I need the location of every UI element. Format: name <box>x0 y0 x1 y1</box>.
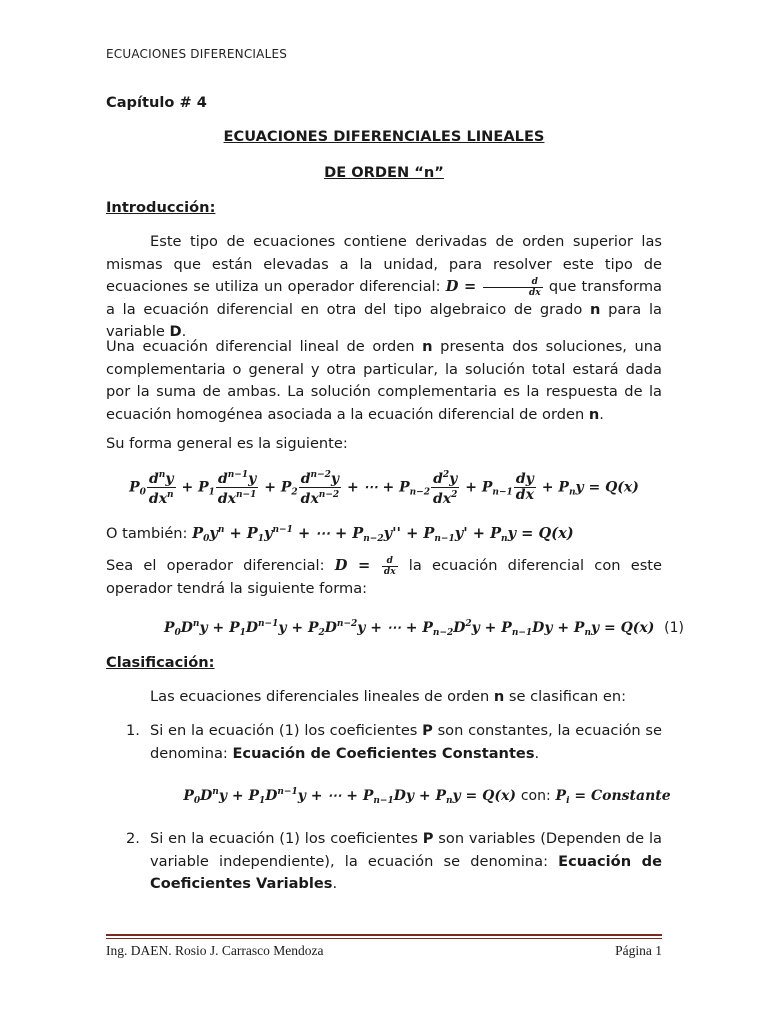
footer-rule-thick <box>106 934 662 936</box>
item1-text-b: son constantes, la ecuación se denomina: <box>150 722 662 762</box>
p2-text-b: presenta dos soluciones, una complementaria o general y otra particular, la solución total estará dada por la suma de ambas. La solución complementaria es la respuesta de la ecuación homogénea asociada a la ecuación diferencial de orden <box>106 338 662 423</box>
p5-text-b: la ecuación diferencial con este operador tendrá la siguiente forma: <box>106 557 663 597</box>
item1-bold: Ecuación de Coeficientes Constantes <box>232 744 535 762</box>
list-item-1 <box>126 720 662 765</box>
item1-P: P <box>422 722 433 739</box>
item2-P: P <box>422 830 434 847</box>
alternative-form-line <box>106 519 662 551</box>
general-form-equation: $P_0$ $\frac{d^ny}{dx^n}$ + $P_1$ $\frac{d^{n-1}y}{dx^{n-1}}$ + $P_2$ $\frac{d^{n-2}y}{dx^{n-2}}$ + ⋯ + $P_{n-2}$ $\frac{d^2y}{dx^2}$ + $P_{n-1}$ $\frac{dy}{dx}$ + $P_ny = Q(x)$ <box>129 470 639 507</box>
item2-text-b: son variables (Dependen de la variable independiente), la ecuación se denomina: <box>150 830 662 870</box>
list-item-1-number: 1. <box>126 722 140 739</box>
p5-text-a: Sea el operador diferencial: <box>106 557 335 574</box>
intro-paragraph-3: Su forma general es la siguiente: <box>106 435 348 452</box>
lead-text-a: Las ecuaciones diferenciales lineales de orden <box>150 688 494 705</box>
item1-text-a: Si en la ecuación (1) los coeficientes <box>150 722 423 739</box>
equation-number: (1) <box>664 620 684 636</box>
p1-D: D <box>169 323 182 340</box>
operator-D-definition-2: D = $\frac{d}{dx}$ <box>334 555 396 577</box>
item2-text-a: Si en la ecuación (1) los coeficientes <box>150 830 423 847</box>
item2-bold: Ecuación de Coeficientes Variables <box>150 852 663 892</box>
running-header: ECUACIONES DIFERENCIALES <box>106 47 288 61</box>
operator-D-definition: D = $\frac{d}{dx}$ <box>445 276 541 298</box>
lead-n: n <box>493 688 505 705</box>
alt-label: O también: <box>106 525 193 542</box>
constant-coefficients-equation: $P_0D^ny + P_1D^{n-1}y$ + ⋯ + $P_{n-1}Dy + P_ny = Q(x)$ con: $P_i$ = Constante <box>183 787 671 806</box>
p1-n: n <box>589 300 601 318</box>
item2-end: . <box>332 875 338 892</box>
title-line-2 <box>0 164 768 181</box>
section-heading-introduccion: Introducción: <box>106 199 216 216</box>
list-item-2-number: 2. <box>126 830 140 847</box>
eq-con-label: con: <box>520 788 551 804</box>
section-heading-clasificacion: Clasificación: <box>106 654 215 671</box>
alternative-form-equation: $P_0y^n + P_1y^{n-1}$ + ⋯ + $P_{n-2}y'' + P_{n-1}y' + P_ny = Q(x)$ <box>192 525 574 544</box>
p1-text-a: Este tipo de ecuaciones contiene derivadas de orden superior las mismas que están elevadas a la unidad, para resolver este tipo de ecuaciones se utiliza un operador diferencial: <box>106 233 662 295</box>
p2-end: . <box>599 405 604 423</box>
p1-text-c: para la variable <box>106 300 662 340</box>
intro-paragraph-2 <box>106 336 662 426</box>
intro-paragraph-1 <box>106 231 662 344</box>
p2-n: n <box>422 338 433 355</box>
footer-page-number: Página 1 <box>615 943 662 958</box>
p1-text-b: que transforma a la ecuación diferencial en otra del tipo algebraico de grado <box>106 278 663 318</box>
list-item-2-text <box>150 828 662 896</box>
operator-paragraph <box>106 555 662 600</box>
list-item-2 <box>126 828 662 896</box>
lead-text-b: se clasifican en: <box>504 688 626 705</box>
footer-author: Ing. DAEN. Rosio J. Carrasco Mendoza <box>106 943 324 958</box>
title-line-1 <box>0 128 768 145</box>
p1-end: . <box>181 323 187 340</box>
eq-constant-word: Constante <box>591 788 671 804</box>
p2-text-a: Una ecuación diferencial lineal de orden <box>106 338 423 355</box>
clasificacion-lead <box>106 686 662 709</box>
title-line-2-text: DE ORDEN “n” <box>324 164 444 181</box>
p2-n2: n <box>588 405 600 423</box>
footer-rule-thin <box>106 938 662 939</box>
chapter-label: Capítulo # 4 <box>106 94 207 111</box>
list-item-1-text <box>150 720 662 765</box>
item1-end: . <box>534 744 540 762</box>
title-line-1-text: ECUACIONES DIFERENCIALES LINEALES <box>223 128 545 145</box>
operator-form-equation: $P_0D^ny + P_1D^{n-1}y + P_2D^{n-2}y$ + ⋯ + $P_{n-2}D^2y + P_{n-1}Dy + P_ny = Q(x)$ (1) <box>163 619 684 638</box>
